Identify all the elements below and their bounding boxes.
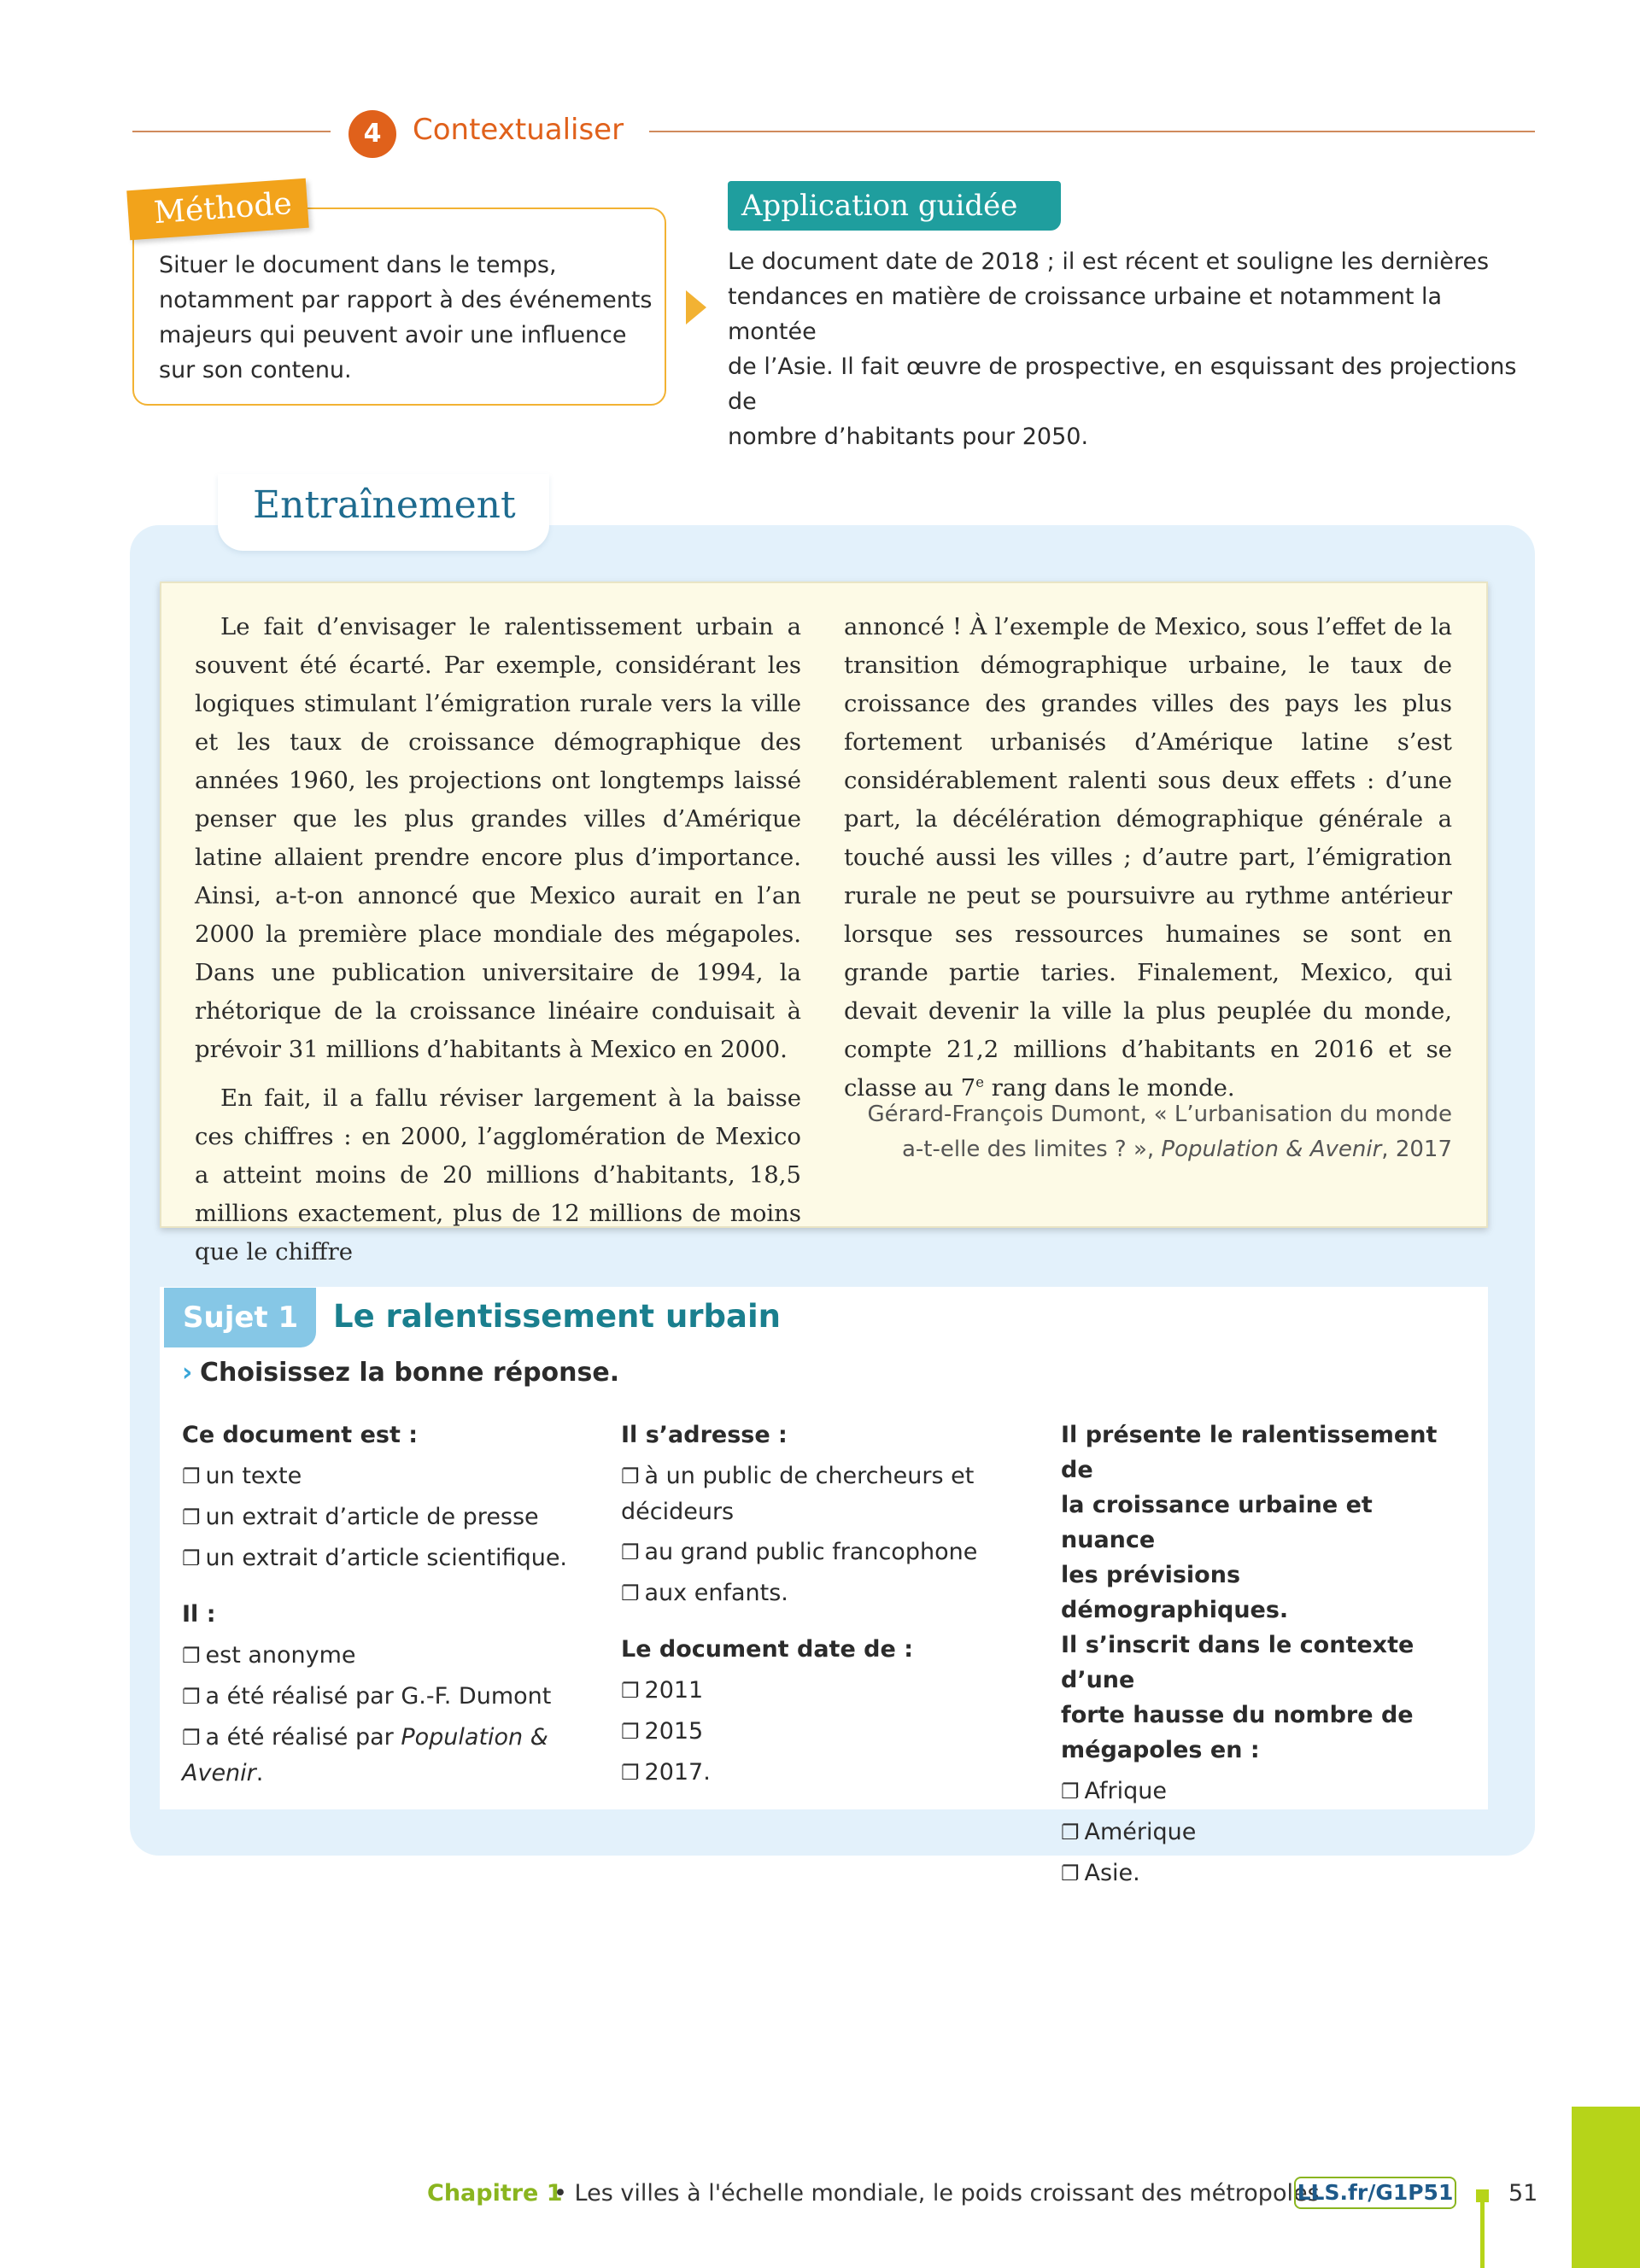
checkbox-icon[interactable]: ❐ xyxy=(1061,1821,1080,1844)
checkbox-icon[interactable]: ❐ xyxy=(621,1720,640,1744)
answer-option[interactable]: ❐ Amérique xyxy=(1061,1819,1197,1845)
sujet-tag: Sujet 1 xyxy=(164,1288,316,1347)
checkbox-icon[interactable]: ❐ xyxy=(182,1644,201,1668)
question-column-3 xyxy=(1061,1418,1471,1897)
section-number-badge: 4 xyxy=(348,110,396,158)
methode-text xyxy=(159,248,654,388)
footer-chapter: Chapitre 1 xyxy=(427,2180,563,2207)
methode-line: Situer le document dans le temps, xyxy=(159,252,557,278)
methode-line: majeurs qui peuvent avoir une influence xyxy=(159,322,627,348)
document-column-left xyxy=(195,608,801,1282)
checkbox-icon[interactable]: ❐ xyxy=(182,1505,201,1529)
answer-option[interactable]: ❐ est anonyme xyxy=(182,1642,356,1669)
checkbox-icon[interactable]: ❐ xyxy=(621,1540,640,1564)
answer-option[interactable]: ❐ a été réalisé par G.-F. Dumont xyxy=(182,1683,552,1710)
methode-tag: Méthode xyxy=(126,178,309,241)
answer-option[interactable]: ❐ un extrait d’article scientifique. xyxy=(182,1545,568,1571)
page-corner-tab xyxy=(1572,2107,1640,2268)
answer-option[interactable]: ❐ aux enfants. xyxy=(621,1580,788,1606)
entrainement-title: Entraînement xyxy=(253,483,516,527)
arrow-right-icon xyxy=(686,290,706,324)
checkbox-icon[interactable]: ❐ xyxy=(1061,1862,1080,1885)
section-title: Contextualiser xyxy=(413,113,624,147)
application-line: de l’Asie. Il fait œuvre de prospective, en esquissant des projections de xyxy=(728,354,1517,415)
answer-option[interactable]: ❐ 2015 xyxy=(621,1718,704,1745)
document-paragraph: annoncé ! À l’exemple de Mexico, sous l’effet de la transition démographique urbaine, le taux de croissance des grandes villes des pays les plus fortement urbanisés d’Amérique latine s’est considérablement ralenti sous deux effets : d’une part, la décélération démographique générale a touché aussi les villes ; d’autre part, l’émigration rurale ne peut se poursuivre au rythme antérieur lorsque ses ressources humaines se sont en grande partie taries. Finalement, Mexico, qui devait devenir la ville la plus peuplée du monde, compte 21,2 millions d’habitants en 2016 et se classe au 7e rang dans le monde. xyxy=(844,613,1452,1102)
answer-option[interactable]: ❐ 2011 xyxy=(621,1677,704,1704)
application-tag: Application guidée xyxy=(728,181,1061,231)
checkbox-icon[interactable]: ❐ xyxy=(182,1546,201,1570)
document-paragraph: Le fait d’envisager le ralentissement urbain a souvent été écarté. Par exemple, considérant les logiques stimulant l’émigration rurale vers la ville et les taux de croissance démographique des années 1960, les projections ont longtemps laissé penser que les plus grandes villes d’Amérique latine allaient prendre encore plus d’importance. Ainsi, a-t-on annoncé que Mexico aurait en l’an 2000 la première place mondiale des mégapoles. Dans une publication universitaire de 1994, la rhétorique de la croissance linéaire conduisait à prévoir 31 millions d’habitants à Mexico en 2000. xyxy=(195,613,801,1063)
section-rule-left xyxy=(132,131,331,132)
question-heading: Il : xyxy=(182,1601,216,1628)
answer-option[interactable]: ❐ a été réalisé par Population & Avenir. xyxy=(182,1724,548,1786)
sujet-title: Le ralentissement urbain xyxy=(333,1298,782,1335)
methode-line: notamment par rapport à des événements xyxy=(159,287,653,313)
question-heading: Il s’adresse : xyxy=(621,1422,788,1448)
document-paragraph: En fait, il a fallu réviser largement à la baisse ces chiffres : en 2000, l’agglomération de Mexico a atteint moins de 20 millions d’habitants, 18,5 millions exactement, plus de 12 millions de moins que le chiffre xyxy=(195,1084,801,1266)
question-heading: Il présente le ralentissement de la croissance urbaine et nuance les prévisions démographiques. Il s’inscrit dans le contexte d’une forte hausse du nombre de mégapoles en : xyxy=(1061,1422,1438,1763)
chevron-right-icon: › xyxy=(182,1358,193,1388)
answer-option[interactable]: ❐ Asie. xyxy=(1061,1860,1140,1886)
answer-option[interactable]: ❐ un texte xyxy=(182,1463,302,1489)
footer-link[interactable]: LLS.fr/G1P51 xyxy=(1294,2177,1456,2209)
checkbox-icon[interactable]: ❐ xyxy=(621,1761,640,1785)
checkbox-icon[interactable]: ❐ xyxy=(621,1464,640,1488)
answer-option[interactable]: ❐ à un public de chercheurs et décideurs xyxy=(621,1463,975,1525)
methode-line: sur son contenu. xyxy=(159,357,352,383)
checkbox-icon[interactable]: ❐ xyxy=(621,1679,640,1703)
sujet-instruction: Choisissez la bonne réponse. xyxy=(200,1358,620,1388)
checkbox-icon[interactable]: ❐ xyxy=(621,1581,640,1605)
answer-option[interactable]: ❐ 2017. xyxy=(621,1759,711,1786)
application-text xyxy=(728,244,1535,454)
checkbox-icon[interactable]: ❐ xyxy=(182,1726,201,1750)
checkbox-icon[interactable]: ❐ xyxy=(182,1464,201,1488)
question-heading: Ce document est : xyxy=(182,1422,419,1448)
checkbox-icon[interactable]: ❐ xyxy=(182,1685,201,1709)
document-citation: Gérard-François Dumont, « L’urbanisation du monde a-t-elle des limites ? », Population & Avenir, 2017 xyxy=(867,1102,1452,1162)
section-rule-right xyxy=(649,131,1535,132)
application-line: Le document date de 2018 ; il est récent et souligne les dernières xyxy=(728,248,1490,275)
question-column-1 xyxy=(182,1418,583,1796)
question-column-2 xyxy=(621,1418,988,1796)
application-line: tendances en matière de croissance urbaine et notamment la montée xyxy=(728,284,1443,345)
answer-option[interactable]: ❐ Afrique xyxy=(1061,1778,1167,1804)
answer-option[interactable]: ❐ au grand public francophone xyxy=(621,1539,978,1565)
page-number: 51 xyxy=(1508,2180,1538,2207)
footer-chapter-title: • Les villes à l'échelle mondiale, le poids croissant des métropoles xyxy=(554,2180,1320,2207)
application-line: nombre d’habitants pour 2050. xyxy=(728,424,1089,450)
checkbox-icon[interactable]: ❐ xyxy=(1061,1780,1080,1803)
answer-option[interactable]: ❐ un extrait d’article de presse xyxy=(182,1504,539,1530)
footer-square-icon xyxy=(1476,2189,1489,2202)
section-header xyxy=(132,106,1535,157)
footer-divider xyxy=(1480,2195,1485,2268)
question-heading: Le document date de : xyxy=(621,1636,913,1663)
superscript: e xyxy=(975,1073,984,1090)
document-column-right xyxy=(844,608,1452,1118)
